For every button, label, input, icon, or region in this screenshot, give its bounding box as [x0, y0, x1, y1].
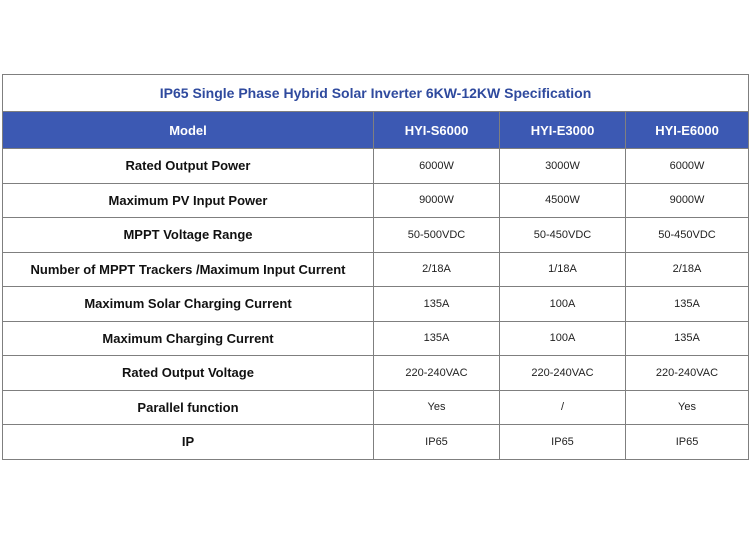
row-value: 220-240VAC — [500, 356, 626, 391]
table-row — [3, 425, 749, 460]
row-value: Yes — [374, 390, 500, 425]
column-header-hyi-s6000: HYI-S6000 — [374, 112, 500, 149]
table-row — [3, 287, 749, 322]
header-row — [3, 112, 749, 149]
row-label: Parallel function — [3, 390, 374, 425]
row-label: Rated Output Voltage — [3, 356, 374, 391]
row-label: MPPT Voltage Range — [3, 218, 374, 253]
row-label: Maximum Charging Current — [3, 321, 374, 356]
row-value: 9000W — [374, 183, 500, 218]
row-value: 2/18A — [374, 252, 500, 287]
row-value: 135A — [374, 287, 500, 322]
spec-table — [2, 74, 749, 460]
table-row — [3, 356, 749, 391]
row-value: 135A — [626, 287, 749, 322]
row-value: IP65 — [500, 425, 626, 460]
table-row — [3, 252, 749, 287]
row-value: 100A — [500, 287, 626, 322]
row-value: 6000W — [374, 149, 500, 184]
table-title: IP65 Single Phase Hybrid Solar Inverter 6KW-12KW Specification — [3, 75, 749, 112]
row-label: Number of MPPT Trackers /Maximum Input Current — [3, 252, 374, 287]
row-value: 3000W — [500, 149, 626, 184]
row-value: 135A — [626, 321, 749, 356]
title-row — [3, 75, 749, 112]
row-label: Maximum PV Input Power — [3, 183, 374, 218]
row-value: 50-500VDC — [374, 218, 500, 253]
row-value: 50-450VDC — [626, 218, 749, 253]
row-value: 135A — [374, 321, 500, 356]
row-value: 220-240VAC — [374, 356, 500, 391]
table-body — [3, 149, 749, 460]
table-row — [3, 149, 749, 184]
row-value: IP65 — [626, 425, 749, 460]
row-label: Rated Output Power — [3, 149, 374, 184]
row-value: 9000W — [626, 183, 749, 218]
table-row — [3, 390, 749, 425]
row-value: 220-240VAC — [626, 356, 749, 391]
row-label: Maximum Solar Charging Current — [3, 287, 374, 322]
row-value: 50-450VDC — [500, 218, 626, 253]
row-value: 2/18A — [626, 252, 749, 287]
row-value: 1/18A — [500, 252, 626, 287]
row-value: IP65 — [374, 425, 500, 460]
table-row — [3, 321, 749, 356]
row-value: 100A — [500, 321, 626, 356]
row-value: Yes — [626, 390, 749, 425]
table-row — [3, 183, 749, 218]
row-value: / — [500, 390, 626, 425]
table-row — [3, 218, 749, 253]
row-label: IP — [3, 425, 374, 460]
row-value: 4500W — [500, 183, 626, 218]
column-header-model: Model — [3, 112, 374, 149]
column-header-hyi-e6000: HYI-E6000 — [626, 112, 749, 149]
row-value: 6000W — [626, 149, 749, 184]
column-header-hyi-e3000: HYI-E3000 — [500, 112, 626, 149]
